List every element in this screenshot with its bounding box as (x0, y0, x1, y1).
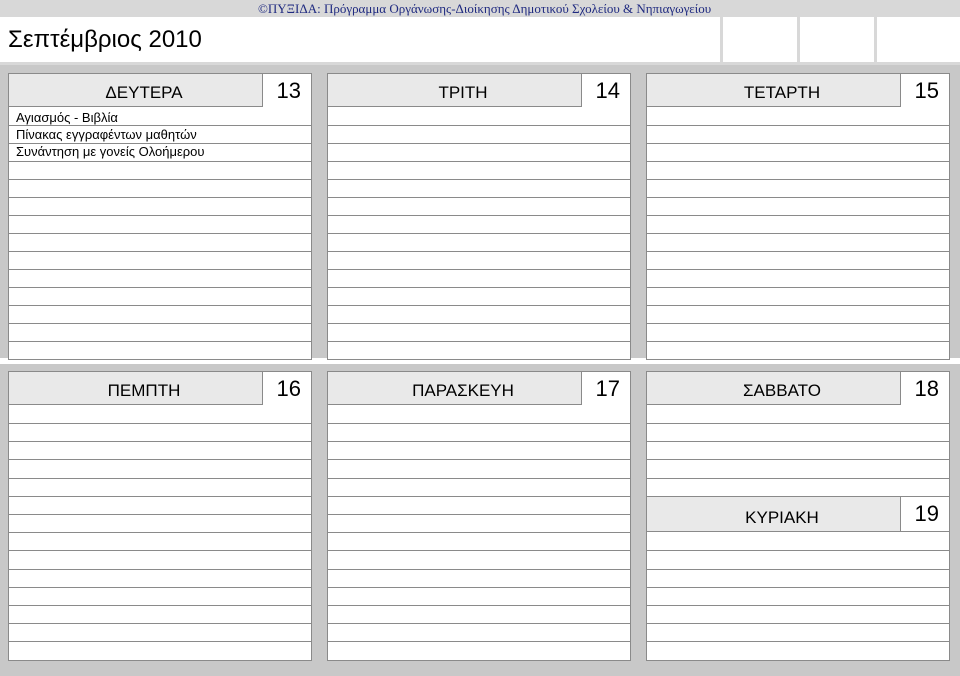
note-line: Πίνακας εγγραφέντων μαθητών (16, 127, 197, 142)
day-number: 18 (900, 372, 949, 405)
ruled-line (647, 641, 949, 642)
day-box-wednesday (647, 74, 949, 359)
day-box-friday (328, 372, 630, 660)
day-name: ΔΕΥΤΕΡΑ (105, 83, 183, 102)
ruled-line (9, 623, 311, 624)
copyright-text: ©ΠΥΞΙΔΑ: Πρόγραμμα Οργάνωσης-Διοίκησης Δημοτικού Σχολείου & Νηπιαγωγείου (258, 1, 712, 16)
ruled-line (328, 532, 630, 533)
day-header (9, 74, 311, 107)
day-header (328, 74, 630, 107)
ruled-line (647, 323, 949, 324)
ruled-line (9, 287, 311, 288)
ruled-line (328, 605, 630, 606)
ruled-line (647, 587, 949, 588)
day-header (9, 372, 311, 405)
day-name: ΠΕΜΠΤΗ (107, 381, 181, 400)
ruled-line (647, 143, 949, 144)
ruled-line (328, 233, 630, 234)
ruled-line (647, 215, 949, 216)
ruled-line (9, 478, 311, 479)
ruled-line (328, 496, 630, 497)
ruled-line (9, 641, 311, 642)
note-line: Αγιασμός - Βιβλία (16, 110, 118, 125)
ruled-line (328, 125, 630, 126)
day-header (647, 74, 949, 107)
ruled-line (647, 605, 949, 606)
ruled-line (647, 161, 949, 162)
day-box-monday (9, 74, 311, 359)
ruled-line (647, 569, 949, 570)
ruled-line (9, 305, 311, 306)
ruled-line (328, 459, 630, 460)
ruled-line (647, 550, 949, 551)
ruled-line (9, 459, 311, 460)
ruled-line (328, 197, 630, 198)
ruled-line (328, 161, 630, 162)
ruled-line (328, 569, 630, 570)
ruled-line (328, 478, 630, 479)
ruled-line (9, 341, 311, 342)
day-name: ΠΑΡΑΣΚΕΥΗ (412, 381, 514, 400)
ruled-line (9, 161, 311, 162)
ruled-line (328, 441, 630, 442)
day-box-saturday-sunday (647, 372, 949, 660)
ruled-line (647, 179, 949, 180)
header-blank-box (800, 17, 874, 62)
day-number: 14 (581, 74, 630, 107)
day-name: ΚΥΡΙΑΚΗ (745, 508, 819, 527)
ruled-line (9, 143, 311, 144)
ruled-line (9, 215, 311, 216)
day-box-thursday (9, 372, 311, 660)
ruled-line (647, 287, 949, 288)
ruled-line (9, 197, 311, 198)
header-blank-box (877, 17, 960, 62)
day-box-tuesday (328, 74, 630, 359)
ruled-line (328, 287, 630, 288)
sunday-header (647, 496, 949, 532)
ruled-line (9, 251, 311, 252)
day-number: 13 (262, 74, 311, 107)
ruled-line (647, 251, 949, 252)
ruled-line (647, 423, 949, 424)
ruled-line (647, 623, 949, 624)
header-blank-box (723, 17, 797, 62)
ruled-line (328, 550, 630, 551)
ruled-line (328, 323, 630, 324)
month-title: Σεπτέμβριος 2010 (8, 26, 202, 53)
day-name: ΣΑΒΒΑΤΟ (743, 381, 821, 400)
ruled-line (9, 423, 311, 424)
ruled-line (328, 251, 630, 252)
ruled-line (647, 269, 949, 270)
ruled-line (328, 587, 630, 588)
day-number: 17 (581, 372, 630, 405)
ruled-line (328, 641, 630, 642)
ruled-line (647, 233, 949, 234)
ruled-line (9, 496, 311, 497)
ruled-line (9, 323, 311, 324)
ruled-line (328, 623, 630, 624)
day-number: 19 (900, 497, 949, 531)
ruled-line (9, 441, 311, 442)
ruled-line (647, 441, 949, 442)
ruled-line (647, 341, 949, 342)
ruled-line (647, 197, 949, 198)
ruled-line (9, 550, 311, 551)
ruled-line (328, 269, 630, 270)
ruled-line (328, 179, 630, 180)
ruled-line (647, 125, 949, 126)
ruled-line (9, 587, 311, 588)
day-name: ΤΕΤΑΡΤΗ (743, 83, 821, 102)
day-number: 15 (900, 74, 949, 107)
ruled-line (9, 269, 311, 270)
ruled-line (9, 532, 311, 533)
day-header (328, 372, 630, 405)
day-number: 16 (262, 372, 311, 405)
day-header (647, 372, 949, 405)
ruled-line (9, 125, 311, 126)
ruled-line (9, 179, 311, 180)
ruled-line (328, 341, 630, 342)
ruled-line (9, 569, 311, 570)
ruled-line (328, 514, 630, 515)
ruled-line (328, 423, 630, 424)
note-line: Συνάντηση με γονείς Ολοήμερου (16, 144, 205, 159)
day-name: ΤΡΙΤΗ (438, 83, 488, 102)
ruled-line (647, 459, 949, 460)
ruled-line (647, 305, 949, 306)
ruled-line (328, 215, 630, 216)
ruled-line (328, 143, 630, 144)
ruled-line (9, 605, 311, 606)
ruled-line (647, 478, 949, 479)
ruled-line (9, 514, 311, 515)
ruled-line (328, 305, 630, 306)
ruled-line (9, 233, 311, 234)
